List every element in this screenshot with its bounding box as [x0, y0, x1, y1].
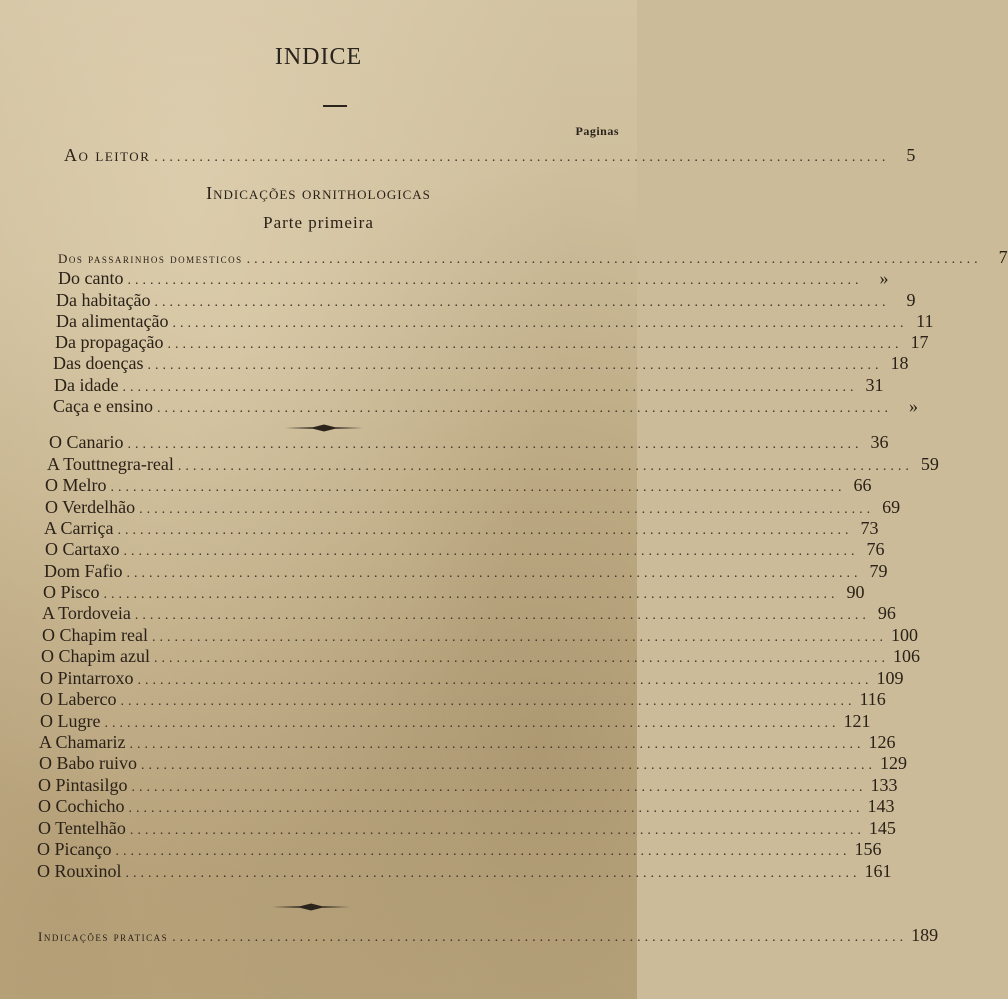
dot-leader: .................................................................................................. [141, 758, 876, 773]
toc-label: O Cochicho [38, 796, 125, 816]
toc-entry-preface [64, 144, 916, 169]
toc-label: Das doenças [53, 353, 144, 373]
toc-page: 145 [868, 818, 896, 838]
dot-leader: .................................................................................................. [122, 380, 858, 395]
toc-label: Da habitação [56, 290, 151, 310]
toc-page: 11 [916, 311, 934, 331]
title-rule [323, 105, 347, 107]
toc-page: 126 [868, 732, 896, 752]
toc-label: Da propagação [55, 332, 164, 352]
toc-page: 76 [866, 539, 885, 559]
toc-entry [53, 395, 918, 420]
toc-label: O Cartaxo [45, 539, 120, 559]
dot-leader: .................................................................................................. [127, 437, 863, 452]
toc-page: 106 [892, 646, 920, 666]
toc-page: 100 [890, 625, 918, 645]
toc-page: 31 [865, 375, 884, 395]
toc-label: Dom Fafio [44, 561, 123, 581]
toc-page: 66 [853, 475, 872, 495]
toc-page: 109 [876, 668, 904, 688]
toc-label: O Chapim azul [41, 646, 150, 666]
section-subheading: Parte primeira [263, 213, 374, 232]
dot-leader: .................................................................................................. [151, 630, 887, 645]
ornament-divider [272, 903, 350, 911]
toc-page: 96 [877, 603, 896, 623]
toc-label: O Tentelhão [38, 818, 126, 838]
page-title: INDICE [274, 44, 363, 70]
toc-label: O Melro [45, 475, 107, 495]
dot-leader: .................................................................................................. [172, 930, 908, 945]
toc-page: 161 [864, 861, 892, 881]
dot-leader: .................................................................................................. [128, 801, 864, 816]
toc-label: Caça e ensino [53, 396, 153, 416]
toc-label: O Chapim real [42, 625, 148, 645]
dot-leader: .................................................................................................. [172, 316, 908, 331]
toc-page: 7 [998, 247, 1008, 267]
toc-page: 189 [911, 925, 939, 945]
dot-leader: .................................................................................................. [177, 459, 913, 474]
dot-leader: .................................................................................................. [154, 150, 890, 165]
toc-label: O Pintasilgo [38, 775, 128, 795]
dot-leader: .................................................................................................. [129, 823, 865, 838]
toc-page: 5 [906, 145, 916, 165]
toc-label: A Touttnegra-real [47, 454, 174, 474]
dot-leader: .................................................................................................. [129, 737, 865, 752]
dot-leader: .................................................................................................. [156, 401, 892, 416]
toc-label: A Carriça [44, 518, 114, 538]
toc-entry [37, 860, 892, 885]
toc-page: 9 [906, 290, 916, 310]
toc-label: O Picanço [37, 839, 112, 859]
toc-entry-practical [38, 924, 939, 949]
dot-leader: .................................................................................................. [153, 651, 889, 666]
toc-label: Da idade [54, 375, 119, 395]
toc-page: 121 [843, 711, 871, 731]
toc-page: 133 [870, 775, 898, 795]
dot-leader: .................................................................................................. [126, 566, 862, 581]
toc-page: 17 [910, 332, 929, 352]
dot-leader: .................................................................................................. [104, 716, 840, 731]
toc-label: O Verdelhão [45, 497, 136, 517]
toc-label: O Pintarroxo [40, 668, 134, 688]
toc-page: 59 [920, 454, 939, 474]
toc-label: Indicações praticas [38, 929, 169, 944]
toc-label: Do canto [58, 268, 124, 288]
dot-leader: .................................................................................................. [110, 480, 846, 495]
paginas-label: Paginas [575, 124, 619, 138]
section-heading: Indicações ornithologicas [206, 183, 431, 203]
toc-page: 156 [854, 839, 882, 859]
toc-page: 90 [846, 582, 865, 602]
dot-leader: .................................................................................................. [167, 337, 903, 352]
dot-leader: .................................................................................................. [117, 523, 853, 538]
toc-label: A Tordoveia [42, 603, 131, 623]
toc-page: 36 [870, 432, 889, 452]
dot-leader: .................................................................................................. [134, 608, 870, 623]
toc-page: » [908, 396, 918, 416]
dot-leader: .................................................................................................. [127, 273, 863, 288]
toc-label: O Rouxinol [37, 861, 122, 881]
dot-leader: .................................................................................................. [131, 780, 867, 795]
toc-label: A Chamariz [39, 732, 126, 752]
dot-leader: .................................................................................................. [125, 866, 861, 881]
toc-label: O Pisco [43, 582, 100, 602]
dot-leader: .................................................................................................. [115, 844, 851, 859]
dot-leader: .................................................................................................. [103, 587, 839, 602]
dot-leader: .................................................................................................. [147, 358, 883, 373]
toc-label: Dos passarinhos domesticos [58, 251, 243, 266]
dot-leader: .................................................................................................. [246, 252, 982, 267]
dot-leader: .................................................................................................. [139, 502, 875, 517]
toc-label: O Lugre [40, 711, 101, 731]
toc-label: O Babo ruivo [39, 753, 137, 773]
dot-leader: .................................................................................................. [137, 673, 873, 688]
toc-label: O Canario [49, 432, 124, 452]
toc-page: 73 [860, 518, 879, 538]
dot-leader: .................................................................................................. [154, 295, 890, 310]
toc-label: Da alimentação [56, 311, 169, 331]
toc-page: 143 [867, 796, 895, 816]
toc-label: O Laberco [40, 689, 117, 709]
toc-page: 18 [890, 353, 909, 373]
dot-leader: .................................................................................................. [120, 694, 856, 709]
toc-page: 79 [869, 561, 888, 581]
toc-page: 129 [880, 753, 907, 773]
toc-page: 116 [859, 689, 886, 709]
dot-leader: .................................................................................................. [123, 544, 859, 559]
toc-label: Ao leitor [64, 145, 151, 165]
toc-page: » [879, 268, 889, 288]
toc-page: 69 [882, 497, 901, 517]
